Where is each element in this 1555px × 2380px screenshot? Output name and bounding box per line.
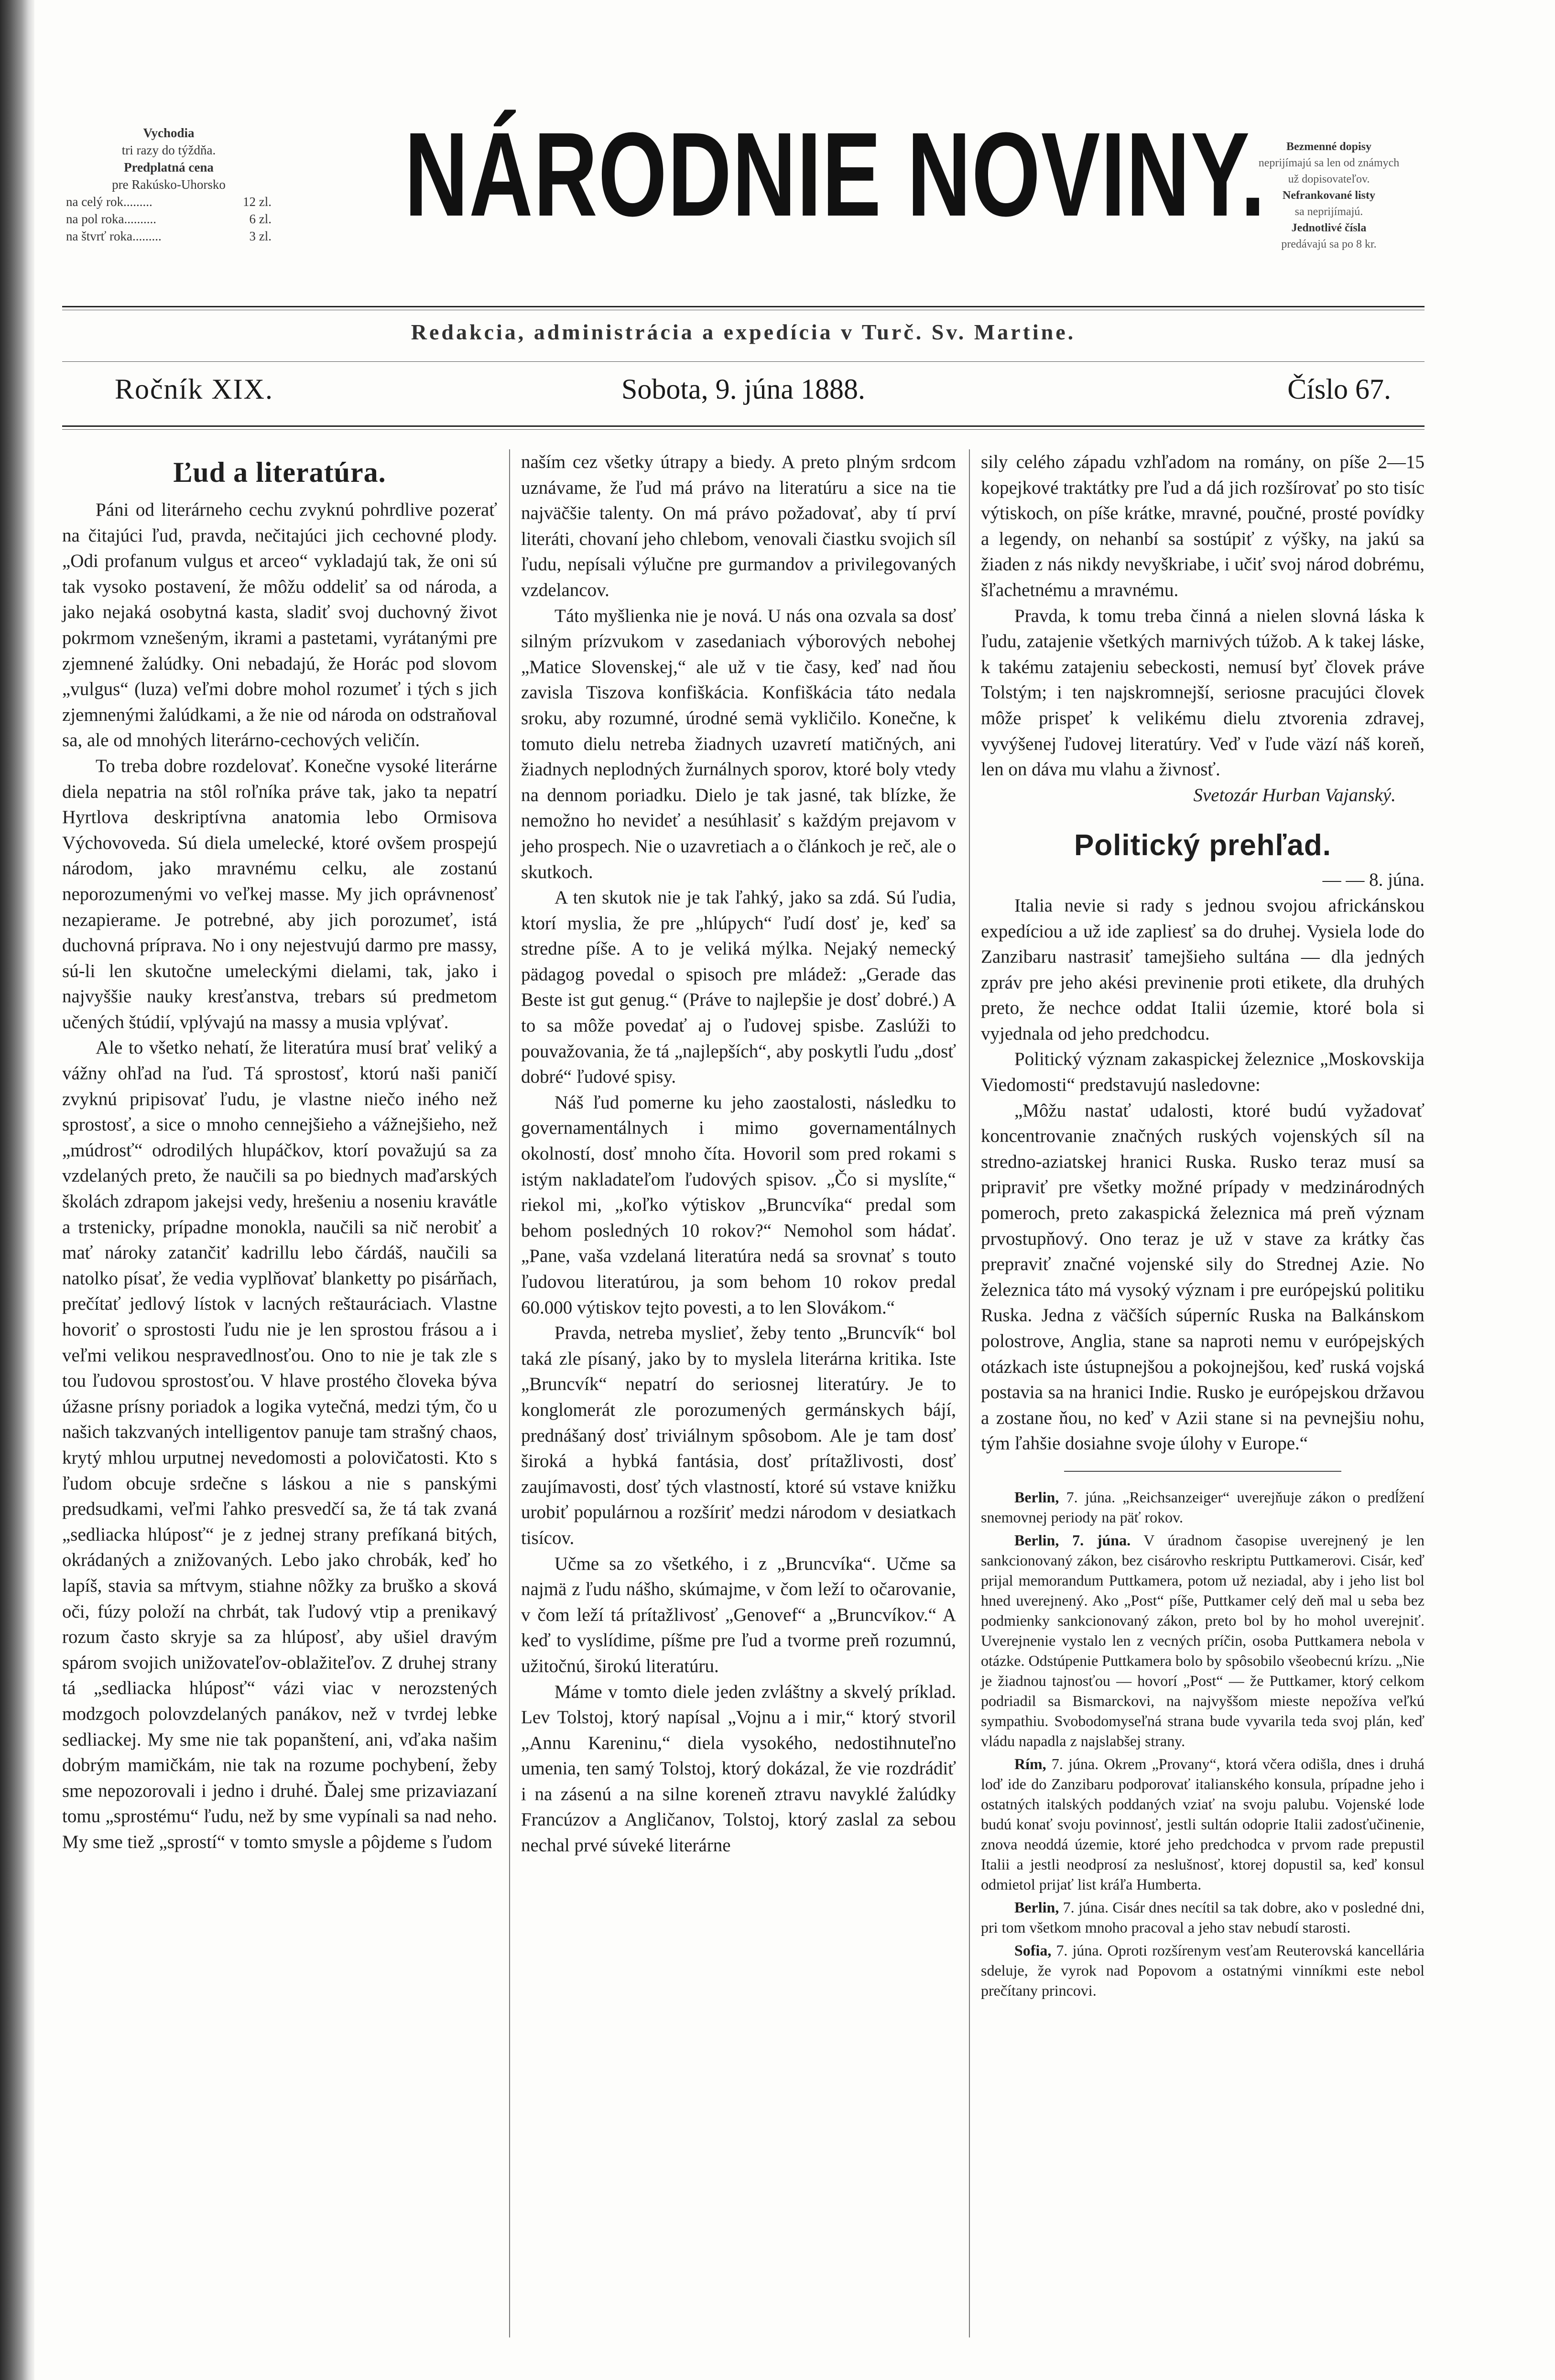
news-text: 7. júna. „Reichsanzeiger“ uverejňuje zákon o predĺžení snemovnej periody na päť rokov. — [981, 1488, 1425, 1526]
section-title: Politický prehľad. — [1074, 829, 1332, 862]
news-dispatches — [981, 1487, 1425, 2000]
issue-date: Sobota, 9. júna 1888. — [621, 373, 865, 405]
dateline — [62, 373, 1425, 406]
price-row: na pol roka.......... 6 zl. — [66, 212, 272, 226]
article-paragraph: Pravda, netreba myslieť, žeby tento „Bruncvík“ bol taká zle písaný, jako by to myslela literárna kritika. Iste „Bruncvík“ nepatrí do seriosnej literatúry. Je to konglomerát zle porozumených germánskych bájí, prednášaný dosť triviálnym spôsobom. Ale je tam dosť široká a hybká fantásia, dosť prítažlivosti, dosť zaujímavosti, dosť tých vlastností, ktoré sú vstave knižku urobiť populárnou a rozšíriť medzi národom v desiatkach tisícov. — [521, 1323, 956, 1548]
subscription-line: pre Rakúsko-Uhorsko — [112, 177, 226, 192]
article-paragraph: To treba dobre rozdelovať. Konečne vysoké literárne diela nepatria na stôl roľníka práve tak, jako ta nepatrí Hyrtlova deskriptívna anatomia lebo Ormisova Výchovoveda. Sú diela umelecké, ktoré ovšem prospejú národom, jako mravnému celku, ale zostanú neporozumenými vo veľkej masse. My jich oprávnenosť nezapierame. Je potrebné, aby jich porozumeť, istá duchovná príprava. No i ony nejestvujú darmo pre massy, sú-li len skutočne umeleckými dielami, tak, jako i najvyššie nauky kresťanstva, trebars sú predmetom učených štúdií, vplývajú na massy a musia vplývať. — [62, 755, 497, 1032]
administration-line: Redakcia, administrácia a expedícia v Turč. Sv. Martine. — [411, 320, 1076, 344]
dateline-rule — [62, 361, 1425, 362]
newspaper-title: NÁRODNIE NOVINY. — [404, 108, 1266, 241]
article-paragraph: A ten skutok nie je tak ľahký, jako sa zdá. Sú ľudia, ktorí myslia, že pre „hlúpych“ ľudí dosť je, keď sa stredne píše. A to je veliká mýlka. Nejaký nemecký pädagog povedal o spisoch pre mládež: „Gerade das Beste ist gut genug.“ (Práve to najlepšie je dosť dobré.) A to sa môže povedať aj o ľudovej spisbe. Zaslúži to pouvažovania, že tá „najlepších“, aby poskytli ľudu „dosť dobré“ ľudové spisy. — [521, 887, 956, 1087]
newspaper-page — [62, 105, 1425, 2361]
dateline-rule — [62, 429, 1425, 430]
column-divider — [509, 449, 510, 2337]
news-location: Berlin, — [1014, 1488, 1059, 1506]
column-2 — [521, 449, 956, 1858]
article-paragraph: Táto myšlienka nie je nová. U nás ona ozvala sa dosť silným prízvukom v zasedaniach výborových nebohej „Matice Slovenskej,“ ale už v tie časy, keď nad ňou zavisla Tiszova konfiškácia. Konfiškácia táto nedala sroku, aby rozumné, úrodné semä vykličilo. Konečne, k tomuto dielu netreba žiadnych uzavretí matičných, ani žiadnych neplodných žurnálnych sporov, ktoré boly vtedy na dennom poriadku. Dielo je tak jasné, tak blízke, že nemožno ho nevideť a nesúhlasiť s každým prejavom v jeho prospech. Nie o uzavretiach a o článkoch je reč, ale o skutkoch. — [521, 605, 956, 882]
news-text: 7. júna. Okrem „Provany“, ktorá včera odišla, dnes i druhá loď ide do Zanzibaru podporovať italianského konsula, prípadne jeho i ostatných italských poddaných vziať na svoju palubu. Vojenské lode budú konať svoju povinnosť, jestli sultán odoprie Italii zadosťučinenie, znova neoddá územie, ktoré jeho predchodca v prvom rade prepustil Italii a jestli neodprosí za neslušnosť, ktorej dopustil sa, keď konsul odmietol prijať list kráľa Humberta. — [981, 1755, 1425, 1893]
article-paragraph: sily celého západu vzhľadom na romány, on píše 2—15 kopejkové traktátky pre ľud a dá jich rozšírovať po sto tisíc výtiskoch, on píše krátke, mravné, poučné, prosté povídky a legendy, on nehanbí sa sostúpiť z výšky, na jakú sa žiaden z nás nikdy nevyškriabe, i učiť svoj národ dobrému, šľachetnému a mravnému. — [981, 452, 1425, 600]
article-paragraph: naším cez všetky útrapy a biedy. A preto plným srdcom uznávame, že ľud má právo na literatúru a sice na tie najväčšie talenty. On má právo požadovať, aby tí prví literáti, chovaní jeho chlebom, venovali čiastku svojich síl ľudu, nepísali výlučne pre gurmandov a privilegovaných vzdelancov. — [521, 452, 956, 600]
notice-info: Bezmenné dopisy neprijímajú sa len od známych už dopisovateľov. Nefrankované listy sa neprijímajú. Jednotlivé čísla predávajú sa po 8 kr. — [1258, 141, 1400, 250]
article-paragraph: Učme sa zo všetkého, i z „Bruncvíka“. Učme sa najmä z ľudu nášho, skúmajme, v čom leží to očarovanie, v čom leží tá prítažlivosť „Genovef“ a „Bruncvíkov.“ A keď to vyslídime, píšme pre ľud a tvorme preň rozumnú, užitočnú, širokú literatúru. — [521, 1553, 956, 1676]
politics-paragraph: Politický význam zakaspickej železnice „Moskovskija Viedomosti“ predstavujú nasledovne: — [981, 1049, 1425, 1096]
news-location: Sofia, — [1014, 1941, 1052, 1959]
politics-paragraph: „Môžu nastať udalosti, ktoré budú vyžadovať koncentrovanie značných ruských vojenských síl na stredno-aziatskej hranici Ruska. Rusko teraz musí sa pripraviť pre všetky možné prípady v medzinárodných pomeroch, preto zakaspická železnica má preň význam prvostupňový. Ono teraz je už v stave za krátky čas prepraviť značné vojenské sily do Strednej Azie. No železnica táto má vysoký význam i pre európejskú politiku Ruska. Jedna z väčších súperníc Ruska na Balkánskom polostrove, Anglia, stane sa naproti nemu v európejských otázkach iste ústupnejšou a pokojnejšou, keď ruská vojská postavia sa na hranici Indie. Rusko je európejskou državou a zostane ňou, no keď v Azii stane si na pevnejšiu nohu, tým ľahšie dosiahne svoje úlohy v Europe.“ — [981, 1100, 1425, 1454]
news-item — [981, 1897, 1425, 1937]
volume-number: Ročník XIX. — [115, 373, 273, 405]
article-title: Ľud a literatúra. — [173, 456, 386, 488]
article-paragraph: Ale to všetko nehatí, že literatúra musí brať veliký a vážny ohľad na ľud. Tá sprostosť, ktorú naši paničí zvyknú pripisovať ľudu, je vlastne niečo iného než sprostosť, a sice o mnoho cennejšieho a vážnejšieho, než „múdrosť“ odrodilých hlupáčkov, ktorí považujú sa za vzdelaných preto, že naučili sa po biednych maďarských školách zdrapom jakejsi vedy, hrešeniu a noseniu kravátle a trstenicky, prípadne monokla, naučili sa nič nerobiť a mať nároky zatančiť kadrillu lebo čárdáš, naučili sa natolko písať, že vedia vyplňovať blanketty po pisárňach, prečítať jedlový lístok v lacných reštauráciach. Vlastne hovoriť o sprostosti ľudu nie je len sprostou frásou a i veľmi velikou nespravedlnosťou. Ono to nie je tak zle s tou ľudovou sprostosťou. V hlave prostého človeka býva úžasne prísny poriadok a logika vytečná, medzi tým, čo u našich takzvaných intelligentov panuje tam strašný chaos, krytý mhlou urputnej nevedomosti a polovičatosti. Kto s ľudom obcuje srdečne s láskou a nie s panskými predsudkami, veľmi ľahko presvedčí sa, že tá tak zvaná „sedliacka hlúposť“ je z jednej strany prefíkaná bitých, okrádaných a znižovaných. Lebo jako chrobák, keď ho lapíš, stavia sa mŕtvym, stiahne nôžky za bruško a sková oči, fúzy položí na chrbát, tak ľudový vtip a prenikavý rozum často skryje sa za hlúposť, aby ušiel dravým spárom svojich unižovateľov-oblažiteľov. Z druhej strany tá „sedliacka hlúposť“ vázi viac v nerozstených modzgoch polovzdelaných panákov, než v tvrdej lebke sedliackej. My sme nie tak popanštení, ani, vďaka našim dobrým mamičkám, nie tak na rozume pochybení, žeby sme nepozorovali i jedno i druhé. Ďalej sme prizaviazaní tomu „sprostému“ ľudu, než by sme vypínali sa nad neho. My sme tiež „sprostí“ v tomto smysle a pôjdeme s ľudom — [62, 1037, 497, 1852]
price-row: na štvrť roka......... 3 zl. — [66, 229, 272, 243]
column-divider — [969, 449, 970, 2337]
dateline-rule — [62, 425, 1425, 427]
issue-number: Číslo 67. — [1287, 373, 1391, 405]
news-text: V úradnom časopise uverejnený je len sankcionovaný zákon, bez cisárovho reskriptu Puttkamerovi. Cisár, keď prijal memorandum Puttkamera, potom už neziadal, aby i jeho list bol hned uverejnený. Ako „Post“ píše, Puttkamer celý deň mal u seba bez podmienky sankcionovaný zákon, preto bol by ho mohol uverejniť. Uverejnenie vystalo len z vecných príčin, osoba Puttkamera nebola v otázke. Odstúpenie Puttkamera bolo by spôsobilo všeobecnú krízu. „Nie je žiadnou tajnosťou — hovorí „Post“ — že Puttkamer, ktorý celkom podriadil sa Bismarckovi, na najvyššom mieste nepožíva veľkú sympathiu. Svobodomyseľná strana bude vyvarila teda svoj plán, keď vládu napadla z najslabšej strany. — [981, 1531, 1425, 1750]
subscription-line: Vychodia — [143, 126, 195, 140]
article-paragraph: Páni od literárneho cechu zvyknú pohrdlive pozerať na čitajúci ľud, pravda, nečitajúci jich cechovné plody. „Odi profanum vulgus et arceo“ vykladajú tak, že oni sú tak vysoko postavení, že môžu oddeliť sa od národa, a jako nejaká osobytná kasta, sladiť svoj duchovný život pokrmom vznešeným, ikrami a pastetami, vyrátanými pre zjemnené žalúdky. Oni nebadajú, že Horác pod slovom „vulgus“ (luza) veľmi dobre mohol rozumeť i tých s jich zjemnenými žalúdkami, a že nie od národa on odstraňoval sa, ale od mnohých literárno-cechových veličín. — [62, 500, 497, 751]
news-location: Berlin, — [1014, 1898, 1059, 1916]
news-item — [981, 1940, 1425, 2000]
article-paragraph: Máme v tomto diele jeden zvláštny a skvelý príklad. Lev Tolstoj, ktorý napísal „Vojnu a i mir,“ ktorý stvoril „Annu Kareninu,“ diela vysokého, nedostihnuteľno umenia, ten samý Tolstoj, ktorý dokázal, že vie rozdrádiť i na zásenú a na silne koreneň ztravu navyklé žalúdky Francúzov a Angličanov, Tolstoj, ktorý zaslal za sebou nechal prvé súveké literárne — [521, 1681, 956, 1856]
news-location: Berlin, 7. júna. — [1014, 1531, 1131, 1549]
column-1 — [62, 449, 497, 1855]
article-paragraph: Náš ľud pomerne ku jeho zaostalosti, následku to governamentálnych i mimo governamentálnych okolností, dosť mnoho číta. Hovoril som pred rokami s istým nakladateľom ľudových spisov. „Čo si myslíte,“ riekol mi, „koľko výtiskov „Bruncvíka“ predal som behom posledných 10 rokov?“ Nemohol som hádať. „Pane, vaša vzdelaná literatúra nedá sa srovnať s touto ľudovou literatúrou, ja som behom 10 rokov predal 60.000 výtiskov tejto povesti, a to len Slovákom.“ — [521, 1092, 956, 1318]
column-3 — [981, 449, 1425, 2003]
section-rule — [1064, 1471, 1341, 1472]
subscription-line: tri razy do týždňa. — [121, 143, 216, 157]
scan-binding-edge — [0, 0, 34, 2380]
price-row: na celý rok......... 12 zl. — [66, 195, 272, 209]
subscription-line: Predplatná cena — [124, 160, 214, 174]
article-paragraph: Pravda, k tomu treba činná a nielen slovná láska k ľudu, zatajenie všetkých marnivých túžob. A k takej láske, k takému zatajeniu sebeckosti, nemusí byť človek práve Tolstým; i ten najskromnejší, seriosne pracujúci človek môže prispeť k velikému dielu ztvorenia zdravej, vyvýšenej ľudovej literatúry. Veď v ľude väzí náš koreň, len on dáva mu vlahu a živnosť. — [981, 605, 1425, 780]
masthead-rule — [62, 306, 1425, 307]
news-location: Rím, — [1014, 1755, 1046, 1772]
section-date: — — 8. júna. — [1322, 869, 1425, 891]
article-signature: Svetozár Hurban Vajanský. — [1193, 784, 1396, 805]
news-item — [981, 1487, 1425, 1527]
news-text: 7. júna. Cisár dnes necítil sa tak dobre, ako v posledné dni, pri tom všetkom mnoho pracoval a jeho stav nebudí starosti. — [981, 1898, 1425, 1936]
news-item — [981, 1530, 1425, 1751]
subscription-info — [66, 124, 272, 245]
politics-paragraph: Italia nevie si rady s jednou svojou africkánskou expedíciou a už ide zapliesť sa do druhej. Vysiela lode do Zanzibaru nastrasiť tamejšieho sultána — dla jedných zpráv pre jeho akési previnenie proti etikete, dla druhých preto, že nechce oddat Italii územie, ktoré bola si vyjednala od jeho predchodcu. — [981, 895, 1425, 1044]
news-text: 7. júna. Oproti rozšírenym vesťam Reuterovská kancellária sdeluje, že vyrok nad Popovom a ostatnými vinníkmi este nebol prečítany princovi. — [981, 1941, 1425, 1999]
news-item — [981, 1754, 1425, 1894]
